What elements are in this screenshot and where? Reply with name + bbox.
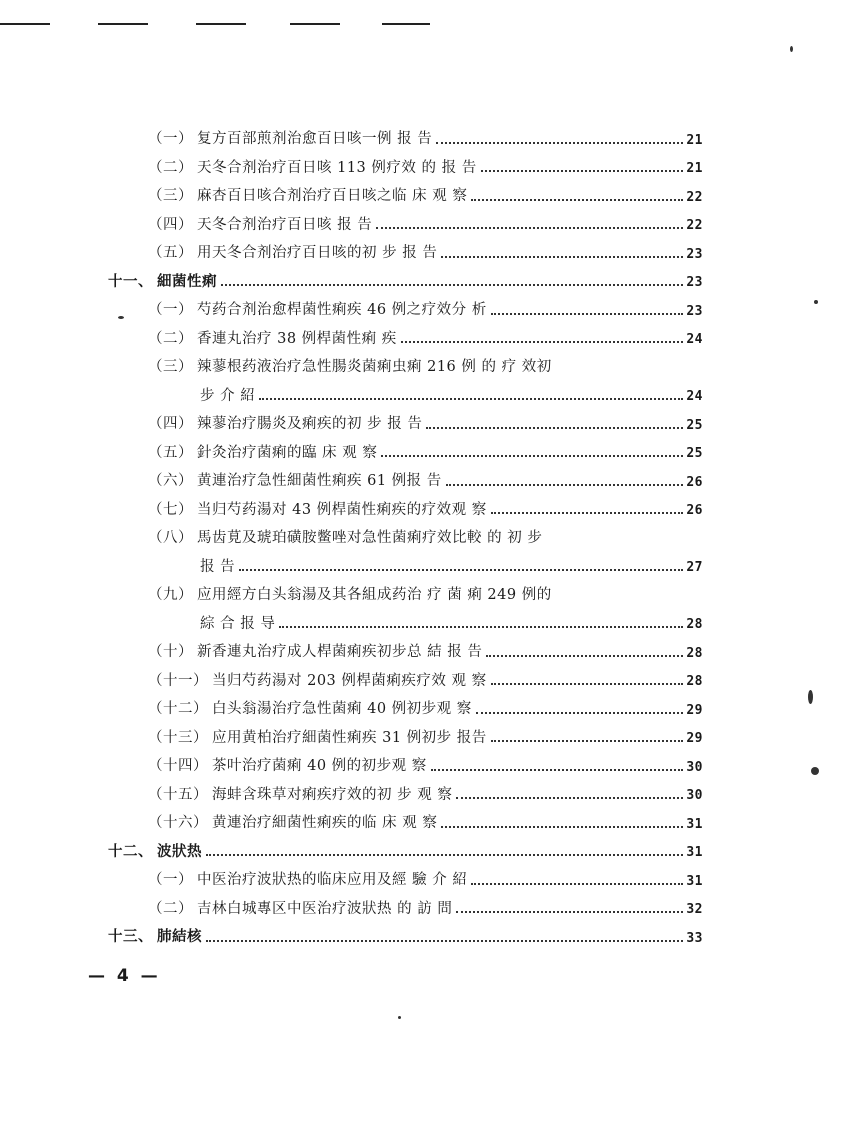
toc-entry-page: 21 <box>686 132 703 148</box>
toc-entry-title: 芍药合剂治愈桿菌性痢疾 46 例之疗效分 析 <box>197 302 487 318</box>
dot-leader <box>381 455 683 457</box>
toc-entry-number: （六） <box>148 473 193 489</box>
toc-section <box>108 261 703 290</box>
dot-leader <box>491 512 684 514</box>
dot-leader <box>446 484 684 486</box>
toc-entry-title: 黄連治疗急性細菌性痢疾 61 例报 告 <box>197 473 442 489</box>
toc-entry <box>108 232 703 261</box>
toc-entry-page: 28 <box>686 645 703 661</box>
toc-entry-number: （八） <box>148 530 193 546</box>
scan-speck <box>814 300 818 304</box>
dot-leader <box>431 769 684 771</box>
top-rule <box>382 23 430 25</box>
toc-entry-page: 25 <box>686 446 703 461</box>
toc-entry-title: 黄連治疗細菌性痢疾的临 床 观 察 <box>212 815 438 831</box>
toc-entry-title: 应用經方白头翁湯及其各組成药治 疗 菌 痢 249 例的 <box>197 587 552 603</box>
toc-entry-number: （四） <box>148 416 193 432</box>
toc-entry-title: 报 告 <box>200 558 236 575</box>
toc-entry-number: （二） <box>148 159 193 176</box>
dot-leader <box>259 398 683 400</box>
toc-entry-page: 24 <box>686 332 703 347</box>
dot-leader <box>491 683 684 685</box>
dot-leader <box>491 313 684 315</box>
toc-entry-page: 23 <box>686 303 703 319</box>
toc-entry-page: 29 <box>686 702 703 718</box>
toc-entry-title: 麻杏百日咳合剂治疗百日咳之临 床 观 察 <box>197 188 468 204</box>
top-rule <box>196 23 246 25</box>
toc-entry-page: 25 <box>686 417 703 433</box>
toc-entry-page: 24 <box>686 389 703 404</box>
dot-leader <box>491 740 684 742</box>
toc-entry-number: （三） <box>148 188 193 204</box>
dot-leader <box>436 142 683 144</box>
toc-entry <box>108 802 703 831</box>
toc-entry-title: 天冬合剂治疗百日咳 113 例疗效 的 报 告 <box>197 159 477 176</box>
toc-entry <box>108 204 703 233</box>
toc-entry-page: 31 <box>686 845 703 860</box>
dot-leader <box>456 797 683 799</box>
toc-entry-number: （十三） <box>148 729 208 746</box>
toc-entry-page: 32 <box>686 902 703 917</box>
toc-entry-title: 天冬合剂治疗百日咳 报 告 <box>197 216 373 233</box>
top-rule <box>290 23 340 25</box>
toc-section <box>108 831 703 860</box>
toc-entry-title: 馬齿莧及琥珀磺胺鳖唑对急性菌痢疗效比較 的 初 步 <box>197 530 543 546</box>
toc-entry-title: 細菌性痢 <box>157 272 217 290</box>
toc-entry-number: （十二） <box>148 701 208 717</box>
toc-entry <box>108 289 703 318</box>
top-rule <box>0 23 50 25</box>
toc-entry-number: （二） <box>148 330 193 347</box>
dot-leader <box>426 427 683 429</box>
toc-entry-number: （一） <box>148 872 193 888</box>
toc-entry-title: 复方百部煎剂治愈百日咳一例 报 告 <box>197 131 433 147</box>
toc-entry-page: 30 <box>686 788 703 803</box>
toc-entry-number: （二） <box>148 900 193 917</box>
toc-entry <box>108 432 703 461</box>
dot-leader <box>471 883 683 885</box>
toc-entry-page: 28 <box>686 674 703 689</box>
toc-entry-page: 29 <box>686 731 703 746</box>
toc-entry-page: 30 <box>686 759 703 775</box>
toc-entry-number: （九） <box>148 587 193 603</box>
toc-entry-page: 31 <box>686 873 703 889</box>
toc-entry <box>108 660 703 689</box>
toc-entry-page: 23 <box>686 246 703 262</box>
toc-entry-number: （五） <box>148 444 193 461</box>
toc-entry <box>108 517 703 546</box>
toc-entry-number: （一） <box>148 302 193 318</box>
dot-leader <box>206 940 683 942</box>
toc-entry-page: 27 <box>686 560 703 575</box>
toc-entry <box>108 717 703 746</box>
toc-entry-page: 21 <box>686 161 703 176</box>
toc-entry-number: （十六） <box>148 815 208 831</box>
dot-leader <box>481 170 684 172</box>
toc-entry <box>108 574 703 603</box>
dot-leader <box>476 712 684 714</box>
dot-leader <box>486 655 683 657</box>
toc-entry <box>108 346 703 375</box>
toc-entry-number: （十一） <box>148 672 208 689</box>
toc-entry-title: 香連丸治疗 38 例桿菌性痢 疾 <box>197 330 397 347</box>
dot-leader <box>376 227 683 229</box>
toc-entry-number: （十） <box>148 644 193 660</box>
dot-leader <box>456 911 683 913</box>
toc-entry-number: 十一、 <box>108 272 153 290</box>
toc-entry-title: 綜 合 报 导 <box>200 615 276 632</box>
page-number: — 4 — <box>88 966 161 986</box>
dot-leader <box>401 341 684 343</box>
dot-leader <box>441 256 683 258</box>
toc-entry-title: 波狀热 <box>157 842 202 860</box>
toc-entry-number: （十五） <box>148 786 208 803</box>
top-rule <box>98 23 148 25</box>
toc-entry-page: 22 <box>686 189 703 205</box>
toc-section <box>108 916 703 945</box>
scan-speck <box>398 1016 401 1019</box>
toc-entry <box>108 859 703 888</box>
toc-entry <box>108 888 703 917</box>
toc-entry <box>108 118 703 147</box>
toc-entry <box>108 375 703 404</box>
toc-entry-number: （四） <box>148 216 193 233</box>
toc-entry-title: 新香連丸治疗成人桿菌痢疾初步总 結 报 告 <box>197 644 483 660</box>
toc-entry-page: 28 <box>686 617 703 632</box>
toc-entry <box>108 603 703 632</box>
toc-entry-title: 白头翁湯治疗急性菌痢 40 例初步观 察 <box>212 701 472 717</box>
scan-speck <box>118 316 124 319</box>
scan-speck <box>811 767 819 775</box>
toc-entry-title: 中医治疗波狀热的临床应用及經 驗 介 紹 <box>197 872 468 888</box>
dot-leader <box>221 284 683 286</box>
toc-entry-title: 用天冬合剂治疗百日咳的初 步 报 告 <box>197 245 438 261</box>
toc-entry <box>108 774 703 803</box>
toc-entry <box>108 175 703 204</box>
toc-entry <box>108 546 703 575</box>
toc-entry-number: 十三、 <box>108 928 153 945</box>
toc-entry <box>108 489 703 518</box>
toc-entry <box>108 147 703 176</box>
toc-entry-title: 步 介 紹 <box>200 387 256 404</box>
toc-entry <box>108 688 703 717</box>
dot-leader <box>441 826 683 828</box>
toc-entry-number: （一） <box>148 131 193 147</box>
scan-speck <box>808 690 813 704</box>
table-of-contents <box>108 118 703 945</box>
toc-entry <box>108 631 703 660</box>
toc-entry-page: 31 <box>686 816 703 832</box>
toc-entry-title: 应用黄柏治疗細菌性痢疾 31 例初步 报告 <box>212 729 487 746</box>
dot-leader <box>206 854 683 856</box>
dot-leader <box>239 569 683 571</box>
toc-entry-number: （五） <box>148 245 193 261</box>
toc-entry-number: 十二、 <box>108 842 153 860</box>
toc-entry <box>108 403 703 432</box>
toc-entry-title: 当归芍药湯对 203 例桿菌痢疾疗效 观 察 <box>212 672 487 689</box>
dot-leader <box>471 199 683 201</box>
toc-entry-title: 海蚌含珠草对痢疾疗效的初 步 观 察 <box>212 786 453 803</box>
toc-entry-page: 33 <box>686 930 703 946</box>
toc-entry-title: 吉林白城專区中医治疗波狀热 的 訪 問 <box>197 900 453 917</box>
toc-entry <box>108 460 703 489</box>
toc-entry-page: 22 <box>686 218 703 233</box>
toc-entry-title: 針灸治疗菌痢的臨 床 观 察 <box>197 444 378 461</box>
toc-entry-number: （三） <box>148 359 193 375</box>
toc-entry-title: 辣蓼根药液治疗急性腸炎菌痢虫痢 216 例 的 疗 效初 <box>197 359 552 375</box>
toc-entry-page: 23 <box>686 275 703 290</box>
toc-entry-title: 肺結核 <box>157 928 202 945</box>
toc-entry-title: 茶叶治疗菌痢 40 例的初步观 察 <box>212 758 427 774</box>
toc-entry-page: 26 <box>686 503 703 518</box>
toc-entry <box>108 318 703 347</box>
toc-entry-number: （七） <box>148 501 193 518</box>
scan-speck <box>790 46 793 52</box>
toc-entry-title: 当归芍药湯对 43 例桿菌性痢疾的疗效观 察 <box>197 501 487 518</box>
dot-leader <box>279 626 683 628</box>
toc-entry-page: 26 <box>686 474 703 490</box>
toc-entry <box>108 745 703 774</box>
toc-entry-number: （十四） <box>148 758 208 774</box>
toc-entry-title: 辣蓼治疗腸炎及痢疾的初 步 报 告 <box>197 416 423 432</box>
